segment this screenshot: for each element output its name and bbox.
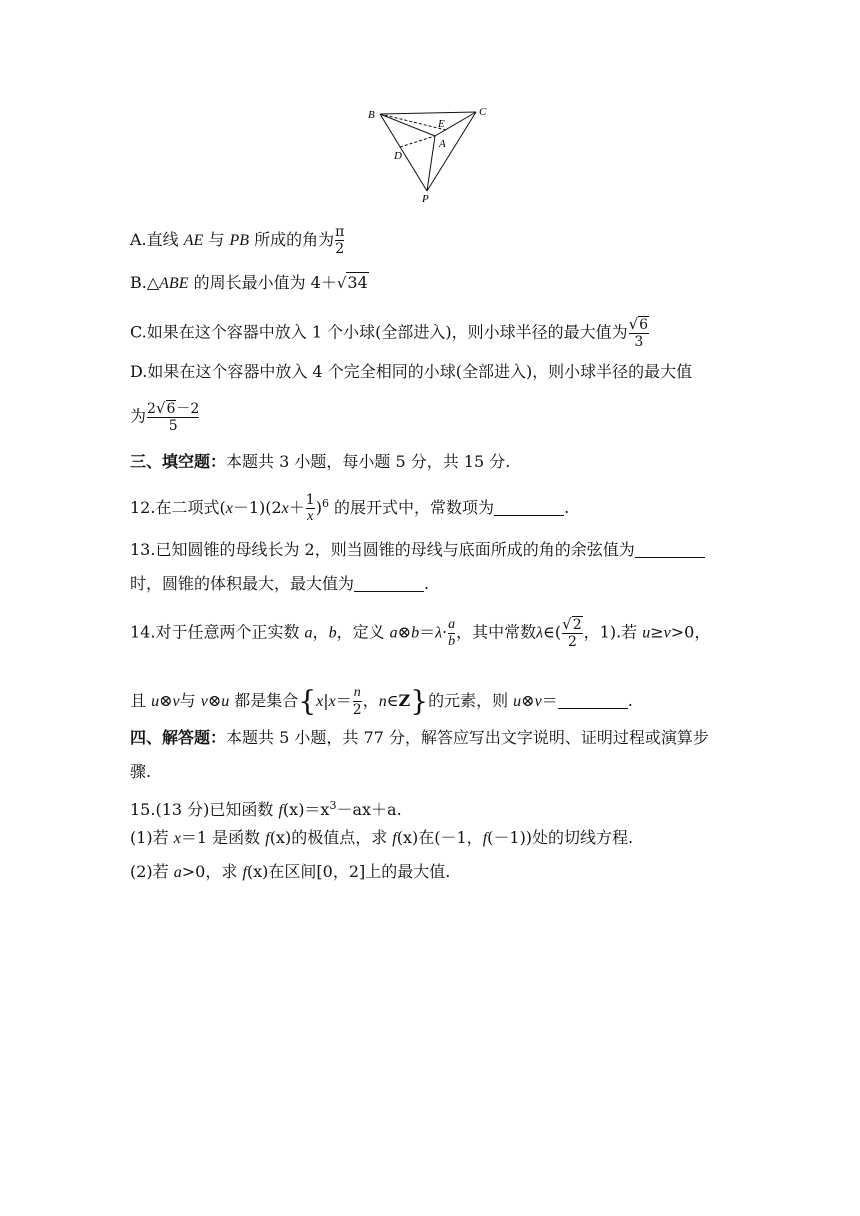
option-d: D.如果在这个容器中放入 4 个完全相同的小球(全部进入)，则小球半径的最大值 — [130, 362, 693, 381]
question-13: 13.已知圆锥的母线长为 2，则当圆锥的母线与底面所成的角的余弦值为 — [130, 540, 705, 560]
label-E: E — [438, 118, 445, 130]
answer-blank-14[interactable] — [558, 694, 628, 709]
question-14-cont: 且 u⊗v与 v⊗u 都是集合{x|x＝ $\frac{n}{2}$ ，n∈Z}的元素，则 u⊗v＝ . — [130, 684, 633, 718]
pyramid-figure — [360, 98, 500, 210]
label-C: C — [479, 106, 487, 118]
option-a: A.直线 AE 与 PB 所成的角为 $\frac{\pi}{2}$ — [130, 224, 345, 257]
answer-blank-13a[interactable] — [635, 543, 705, 558]
answer-blank-13b[interactable] — [354, 577, 424, 592]
section-4-cont: 骤. — [130, 762, 152, 781]
question-12: 12.在二项式(x－1)(2x＋ $\frac{1}{x}$ )$^6$ 的展开式中，常数项为 . — [130, 492, 570, 524]
section-4-heading: 四、解答题：本题共 5 小题，共 77 分，解答应写出文字说明、证明过程或演算步 — [130, 728, 709, 747]
label-A: A — [439, 138, 446, 150]
question-15-part-1: (1)若 x＝1 是函数 f(x)的极值点，求 f(x)在(－1，f(－1))处的切线方程. — [130, 828, 634, 847]
question-14: 14.对于任意两个正实数 a，b，定义 a⊗b＝λ· $\frac{a}{b}$ ，其中常数λ∈( $\frac{√2}{2}$ ，1).若 u≥v>0， — [130, 615, 711, 650]
answer-blank-12[interactable] — [494, 501, 564, 516]
section-3-heading: 三、填空题：本题共 3 小题，每小题 5 分，共 15 分. — [130, 452, 511, 471]
label-B: B — [368, 109, 375, 121]
option-c: C.如果在这个容器中放入 1 个小球(全部进入)，则小球半径的最大值为 $\frac{√6}{3}$ — [130, 315, 649, 350]
question-15-part-2: (2)若 a>0，求 f(x)在区间[0，2]上的最大值. — [130, 862, 451, 881]
option-b: B.△ABE 的周长最小值为 4＋√34 — [130, 273, 368, 292]
question-15: 15.(13 分)已知函数 $f(x)=x^3-ax+a$. — [130, 799, 402, 819]
question-13-cont: 时，圆锥的体积最大，最大值为 . — [130, 574, 430, 593]
label-D: D — [394, 150, 402, 162]
label-P: P — [422, 193, 429, 205]
option-d-cont: 为 $\frac{2√6-2}{5}$ — [130, 399, 200, 434]
